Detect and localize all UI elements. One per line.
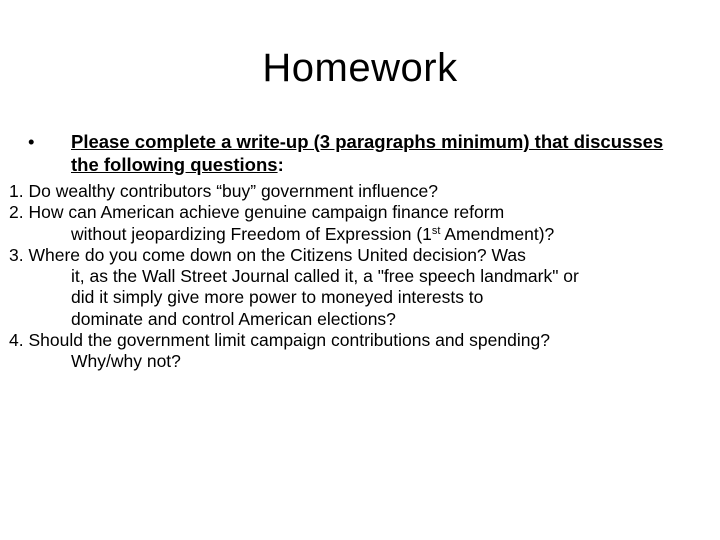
question-text: Where do you come down on the Citizens United decision? Was [28,244,526,265]
question-item-3 [4,245,694,330]
question-number: 4. [9,330,24,351]
question-number: 3. [9,244,24,265]
question-item-2 [4,202,694,245]
assignment-colon: : [277,154,284,175]
question-line: it, as the Wall Street Journal called it, a "free speech landmark" or [71,266,579,287]
ordinal-suffix: st [431,224,441,237]
question-list [4,181,694,373]
slide-title: Homework [262,46,458,90]
assignment-bullet [28,130,688,176]
question-line [9,330,694,351]
assignment-text [71,130,688,176]
question-line: Why/why not? [71,351,181,372]
question-item-4 [4,330,694,373]
question-number: 2. [9,202,24,223]
question-text: Should the government limit campaign contributions and spending? [28,330,550,351]
question-line [9,181,694,202]
question-line [71,224,694,245]
question-line: dominate and control American elections? [71,308,396,329]
question-text: How can American achieve genuine campaign finance reform [28,202,505,223]
question-line [9,245,694,266]
question-text: Do wealthy contributors “buy” government influence? [28,181,438,201]
question-item-1 [4,181,694,202]
question-number: 1. [9,181,24,201]
assignment-underlined-text: Please complete a write-up (3 paragraphs minimum) that discusses the following questions [71,131,664,175]
question-line [9,202,694,223]
question-text: Amendment)? [440,223,555,244]
question-line: did it simply give more power to moneyed interests to [71,287,484,308]
bullet-marker: • [28,131,35,152]
question-text: without jeopardizing Freedom of Expression (1 [71,223,432,244]
